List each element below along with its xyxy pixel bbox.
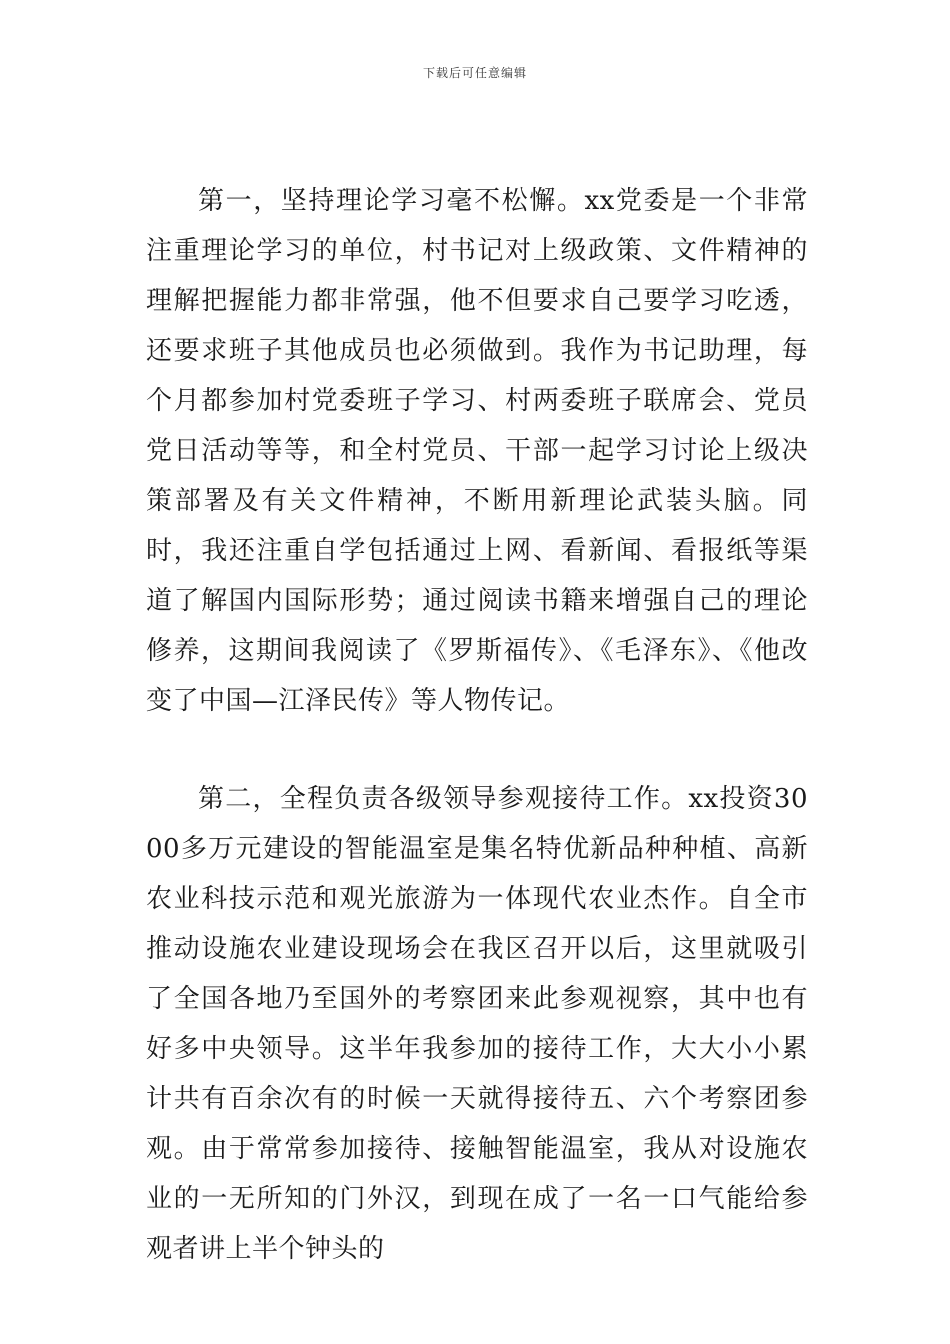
paragraph-theory-study: 第一，坚持理论学习毫不松懈。xx党委是一个非常注重理论学习的单位，村书记对上级政策、文件精神的理解把握能力都非常强，他不但要求自己要学习吃透，还要求班子其他成员也必须做到。我作为书记助理，每个月都参加村党委班子学习、村两委班子联席会、党员党日活动等等，和全村党员、干部一起学习讨论上级决策部署及有关文件精神，不断用新理论武装头脑。同时，我还注重自学包括通过上网、看新闻、看报纸等渠道了解国内国际形势；通过阅读书籍来增强自己的理论修养，这期间我阅读了《罗斯福传》、《毛泽东》、《他改变了中国—江泽民传》等人物传记。 (146, 186, 808, 716)
header-note: 下载后可任意编辑 (422, 66, 527, 80)
paragraph-reception-work: 第二，全程负责各级领导参观接待工作。xx投资3000多万元建设的智能温室是集名特优新品种种植、高新农业科技示范和观光旅游为一体现代农业杰作。自全市推动设施农业建设现场会在我区召开以后，这里就吸引了全国各地乃至国外的考察团来此参观视察，其中也有好多中央领导。这半年我参加的接待工作，大大小小累计共有百余次有的时候一天就得接待五、六个考察团参观。由于常常参加接待、接触智能温室，我从对设施农业的一无所知的门外汉，到现在成了一名一口气能给参观者讲上半个钟头的 (146, 784, 808, 1264)
